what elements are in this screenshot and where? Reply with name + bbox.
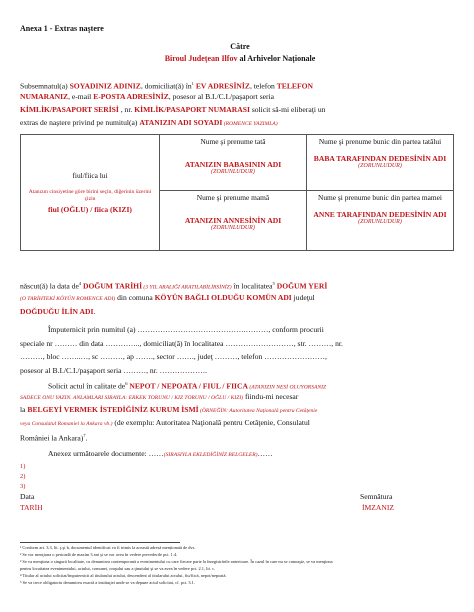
capacity-note: (ATANIZIN NESİ OLUYORSANIZ [247,384,327,391]
footnote-3: ³ Se va menţiona o singură localitate, cu denumirea contemporană a evenimentului cu care fiecare parte la înregistrările anterioare. În cazul în care nu se cunoaşte, se va menţiona [20,559,333,564]
date-label: Data [20,492,35,501]
capacity-line1 [48,379,474,393]
mother-value: ATANIZIN ANNESİNİN ADI [184,216,282,225]
maternal-grandfather-cell [307,191,454,251]
institution-note-2: veya Consulatul Romaniei la Ankara vb.) [20,421,113,427]
proxy-line2: speciale nr ……… din data ………….., domiciliat(ă) în localitatea ………………………, str. ………, nr. [20,339,343,348]
id-series: KİMLİK/PASAPORT SERİSİ [20,105,119,114]
footnote-ref: 1 [191,81,194,86]
footnote-ref: 6 [125,381,128,386]
footnote-ref: 7 [83,433,86,438]
paternal-grandfather-value: BABA TARAFINDAN DEDESİNİN ADI [313,154,447,163]
p1-line4 [20,118,460,129]
text: Anexez următoarele documente: …… [48,449,164,458]
p1-line2 [20,92,460,102]
range-note: (3 YIL ARALIĞI ARATILABİLİRSİNİZ) [142,284,232,291]
text: Subsemnatul(a) [20,81,70,91]
attach-item-1: 1) [20,463,26,470]
paternal-grandfather-label: Nume şi prenume bunic din partea tatălui [318,137,442,146]
p1-line1 [20,79,460,92]
choose-note: Atanızın cinsiyetine göre birini seçin, diğerinin üzerini çizin [28,189,152,202]
capacity-value: NEPOT / NEPOATA / FIUL / FIICA [127,381,248,391]
child-label: fiul/fiica lui [72,171,108,180]
mother-required: (ZORUNLUDUR) [211,225,255,231]
mother-cell [160,191,307,251]
text: . [93,307,96,316]
office-rest: al Arhivelor Naționale [237,54,316,63]
proxy-line1: Împuternicit prin numitul (a) …………………………………….………, conform procurii [48,325,324,334]
birth-line1 [20,279,460,293]
institution-note: (ÖRNEĞİN: Autoritatea Națională pentru Cetățenie [198,408,318,414]
text: născut(ă) la data de [20,281,79,291]
birth-date: DOĞUM TARİHİ [81,281,143,291]
roman-note: (ROMENCE YAZIMLA) [222,121,278,127]
text: extras de naştere privind pe numitul(a) [20,118,140,127]
text: . [85,433,88,443]
proxy-line3: ………, bloc ……..…, sc ………, ap ……., sector ……., judeţ ………, telefon ……………………, [20,352,327,361]
applicant-email: E-POSTA ADRESİNİZ [93,92,169,101]
text: , posesor al B.I./C.I./paşaport seria [168,92,275,101]
commune: KÖYÜN BAĞLI OLDUĞU KOMÜN ADI [154,293,292,302]
proxy-line4: posesor al B.I./C.I./paşaport seria ………, nr. ………………. [20,366,208,375]
applicant-phone-1: TELEFON [276,81,314,91]
county: DOĞDUĞU İLİN ADI [20,307,94,316]
footnote-4: ⁴ Titular al actului solicitat/împuternicit al titularului actului, descendent al titularului actului, fiu/fiică, nepot/nepoată. [20,573,227,578]
text: în localitatea [231,281,273,291]
son-daughter: fiul (OĞLU) / fiica (KIZI) [48,205,132,214]
maternal-grandfather-value: ANNE TARAFINDAN DEDESİNİN ADI [313,210,447,219]
signature-value: İMZANIZ [362,503,395,512]
birth-line2 [20,293,460,304]
father-label: Nume şi prenume tată [200,137,266,146]
paternal-grandfather-cell [307,135,454,191]
footnote-1: ¹ Conform art. 3.3, lit. ş şi h, documentul identificat va fi trimis la această adresă menționată de dvs. [20,545,196,550]
maternal-grandfather-label: Nume şi prenume bunic din partea mamei [318,193,442,202]
applicant-address: EV ADRESİNİZ [195,81,250,91]
applicant-name: SOYADINIZ ADINIZ [69,81,141,91]
text: , e-mail [68,92,94,101]
text: solicit să-mi eliberaţi un [249,105,326,114]
date-value: TARİH [20,503,43,512]
p1-line3 [20,105,460,115]
to-label: Către [230,42,250,51]
footnote-ref: 4 [78,281,82,286]
annex-title: Anexa 1 - Extras naştere [20,24,104,33]
father-value: ATANIZIN BABASININ ADI [184,160,282,169]
village-note: (O TARİHTEKİ KÖYÜN ROMENCE ADI) [20,296,116,302]
attach-item-3: 3) [20,483,26,490]
text: , nr. [118,105,135,114]
capacity-line2 [20,392,460,403]
footnote-5: ⁵ Se va trece obligatoriu denumirea exactă a instituţiei unde se va depune actul solicitat, cf. pct. 3.1. [20,580,195,585]
birth-line3 [20,307,460,317]
child-cell [21,135,160,251]
attach-item-2: 2) [20,473,26,480]
father-required: (ZORUNLUDUR) [211,169,255,175]
mother-label: Nume şi prenume mamă [196,193,270,202]
text: la [20,405,28,414]
text: României la Ankara) [20,433,84,443]
signature-label: Semnătura [360,492,393,501]
office-red: Biroul Județean Ilfov [164,54,238,63]
text: , telefon [249,81,277,91]
office-name [20,54,460,64]
birth-place: DOĞUM YERİ [274,281,328,291]
capacity-line3 [20,405,460,416]
attach-note: (SIRASIYLA EKLEDİĞİNİZ BELGELER) [163,452,258,458]
footnote-ref: 5 [272,281,275,286]
capacity-line4 [20,418,460,429]
text: , domiciliat(ă) în [140,81,192,91]
text: …… [257,449,273,458]
text: (de exemplu: Autoritatea Naţională pentru Cetăţenie, Consulatul [112,418,310,427]
maternal-grandfather-required: (ZORUNLUDUR) [358,219,402,225]
parents-table [20,134,454,251]
footnote-divider [20,542,180,543]
footnote-2: ² Se vor menţiona o perioadă de maxim 3 ani şi se vor avea în vedere prevederile pct. 1.4. [20,552,178,557]
paternal-grandfather-required: (ZORUNLUDUR) [358,163,402,169]
attach-line [48,449,474,460]
institution: BELGEYİ VERMEK İSTEDİĞİNİZ KURUM İSMİ [27,405,199,414]
text: fiindu-mi necesar [243,392,299,401]
text: Solicit actul în calitate de [48,381,126,391]
person-name: ATANIZIN ADI SOYADI [139,118,223,127]
text: din comuna [115,293,155,302]
id-number: KİMLİK/PASAPORT NUMARASI [134,105,250,114]
father-cell [160,135,307,191]
capacity-note-2: SADECE ONU YAZIN. ANLAMLARI SIRAYLA: ERKEK TORUNU / KIZ TORUNU / OĞLU / KIZI) [20,395,244,401]
footnote-3-cont: pentru locuitatea evenimentului, actului, comunei, oraşului sau a ţinutului şi se va avea în vedere pct. 2.1, lit. c. [20,566,216,571]
applicant-phone-2: NUMARANIZ [20,92,69,101]
text: judeţul [291,293,315,302]
capacity-line5 [20,431,460,444]
